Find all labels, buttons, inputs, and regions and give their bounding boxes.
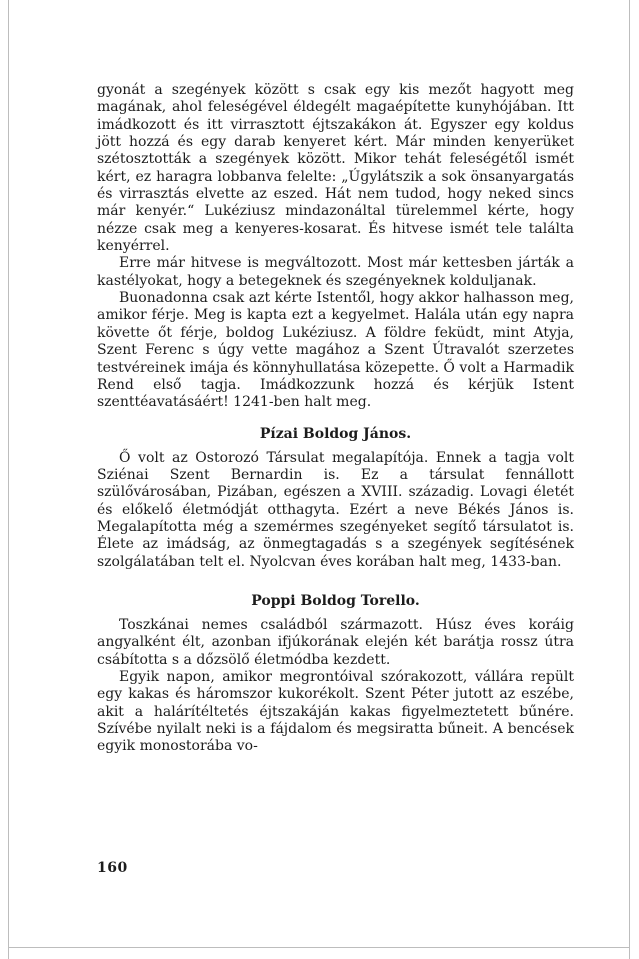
page-body [97,82,574,756]
section-heading-pizai-janos: Pízai Boldog János. [259,425,412,442]
scan-frame-right-edge [629,0,630,959]
scan-frame-bottom-edge [8,947,630,948]
section-heading-poppi-torello: Poppi Boldog Torello. [251,592,420,609]
section1-paragraph-1: Ő volt az Ostorozó Társulat megalapítója. Ennek a tagja volt Sziénai Szent Bernardin is. Ez a társulat fennállott szülővárosában, Pizában, egészen a XVIII. századig. Lovagi életét és előkelő életmódját otthagyta. Ezért a neve Békés János is. Megalapította még a szemérmes szegényeket segítő társulatot is. Élete az imádság, az önmegtagadás s a szegények segítésének szolgálatában telt el. Nyolcvan éves korában halt meg, 1433-ban. [97,449,574,570]
section2-paragraph-1: Toszkánai nemes családból származott. Húsz éves koráig angyalként élt, azonban ifjúkorának elején két barátja rossz útra csábította s a dőzsölő életmódba kezdett. [97,616,574,668]
intro-paragraph-1: gyonát a szegények között s csak egy kis mezőt hagyott meg magának, ahol feleségével éldegélt magaépítette kunyhójában. Itt imádkozott és itt virrasztott éjtszakákon át. Egyszer egy koldus jött hozzá és egy darab kenyeret kért. Már minden kenyerüket szétosztották a szegények között. Mikor tehát feleségétől ismét kért, ez haragra lobbanva felelte: „Úgylátszik a sok önsanyargatás és virrasztás elvette az eszed. Hát nem tudod, hogy neked sincs már kenyér.“ Lukéziusz mindazonáltal türelemmel kérte, hogy nézze csak meg a kenyeres-kosarat. És hitvese ismét tele találta kenyérrel. [97,82,574,255]
intro-paragraph-3: Buonadonna csak azt kérte Istentől, hogy akkor halhasson meg, amikor férje. Meg is kapta ezt a kegyelmet. Halála után egy napra követte őt férje, boldog Lukéziusz. A földre feküdt, mint Atyja, Szent Ferenc s úgy vette magához a Szent Útravalót szerzetes testvéreinek imája és könnyhullatása közepette. Ő volt a Harmadik Rend első tagja. Imádkozzunk hozzá és kérjük Istent szenttéavatásáért! 1241-ben halt meg. [97,290,574,411]
page-number: 160 [97,860,128,876]
intro-paragraph-2: Erre már hitvese is megváltozott. Most már kettesben járták a kastélyokat, hogy a betegeknek és szegényeknek kolduljanak. [97,255,574,289]
scan-frame-left-edge [8,0,9,959]
section2-paragraph-2: Egyik napon, amikor megrontóival szórakozott, vállára repült egy kakas és háromszor kukorékolt. Szent Péter jutott az eszébe, akit a halárítéltetés éjtszakáján kakas figyelmeztetett bűnére. Szívébe nyilalt neki is a fájdalom és megsiratta bűneit. A bencések egyik monostorába vo- [97,668,574,755]
